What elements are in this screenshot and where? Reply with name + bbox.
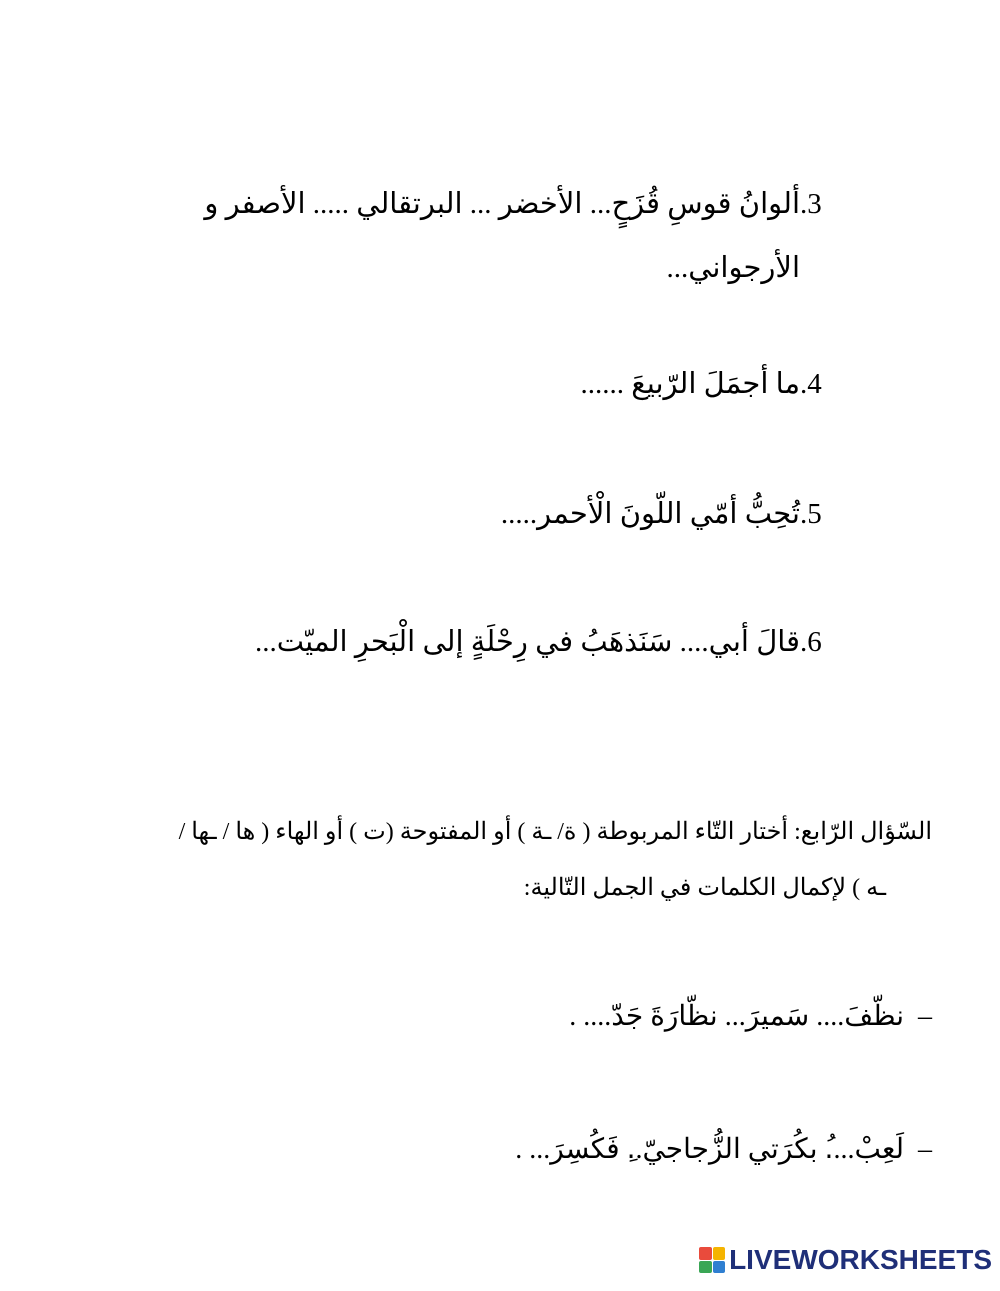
liveworksheets-watermark bbox=[699, 1243, 992, 1277]
sentence-text: لَعِبْ....ُ بكُرَتي الزُّجاجيّ..ِ فَكُسِرَ... . bbox=[515, 1134, 904, 1165]
question-item-5 bbox=[152, 482, 852, 546]
bullet-dash: – bbox=[918, 1001, 932, 1032]
sentence-text: نظّفَ.... سَميرَ... نظّارَةَ جَدّ.... . bbox=[569, 1001, 904, 1032]
logo-square-blue bbox=[713, 1261, 726, 1274]
item-number: .6 bbox=[800, 626, 822, 658]
logo-square-green bbox=[699, 1261, 712, 1274]
item-text: قالَ أبي.... سَنَذهَبُ في رِحْلَةٍ إلى الْبَحرِ الميّت... bbox=[254, 626, 800, 658]
question-four-heading bbox=[62, 804, 932, 916]
item-text: ألوانُ قوسِ قُزَحٍ... الأخضر ... البرتقالي ..... الأصفر و الأرجواني... bbox=[204, 188, 800, 284]
question-heading-line-1: السّؤال الرّابع: أختار التّاء المربوطة ( ة/ ـة ) أو المفتوحة (ت ) أو الهاء ( ها / ـها / bbox=[178, 819, 932, 845]
item-number: .4 bbox=[800, 368, 822, 400]
question-item-6 bbox=[152, 610, 852, 674]
bullet-dash: – bbox=[918, 1134, 932, 1165]
watermark-text: LIVEWORKSHEETS bbox=[729, 1244, 992, 1275]
item-text: تُحِبُّ أمّي اللّونَ الْأحمر..... bbox=[500, 498, 800, 530]
fill-in-sentence-1 bbox=[62, 993, 932, 1041]
question-item-3 bbox=[152, 172, 852, 300]
question-heading-line-2: ـه ) لإكمال الكلمات في الجمل التّالية: bbox=[523, 875, 886, 901]
fill-in-sentence-2 bbox=[62, 1126, 932, 1174]
logo-square-red bbox=[699, 1247, 712, 1260]
item-number: .5 bbox=[800, 498, 822, 530]
item-number: .3 bbox=[800, 188, 822, 220]
liveworksheets-logo-icon bbox=[699, 1247, 725, 1273]
item-text: ما أجمَلَ الرّبيعَ ...... bbox=[580, 368, 800, 400]
logo-square-yellow bbox=[713, 1247, 726, 1260]
question-item-4 bbox=[152, 352, 852, 416]
